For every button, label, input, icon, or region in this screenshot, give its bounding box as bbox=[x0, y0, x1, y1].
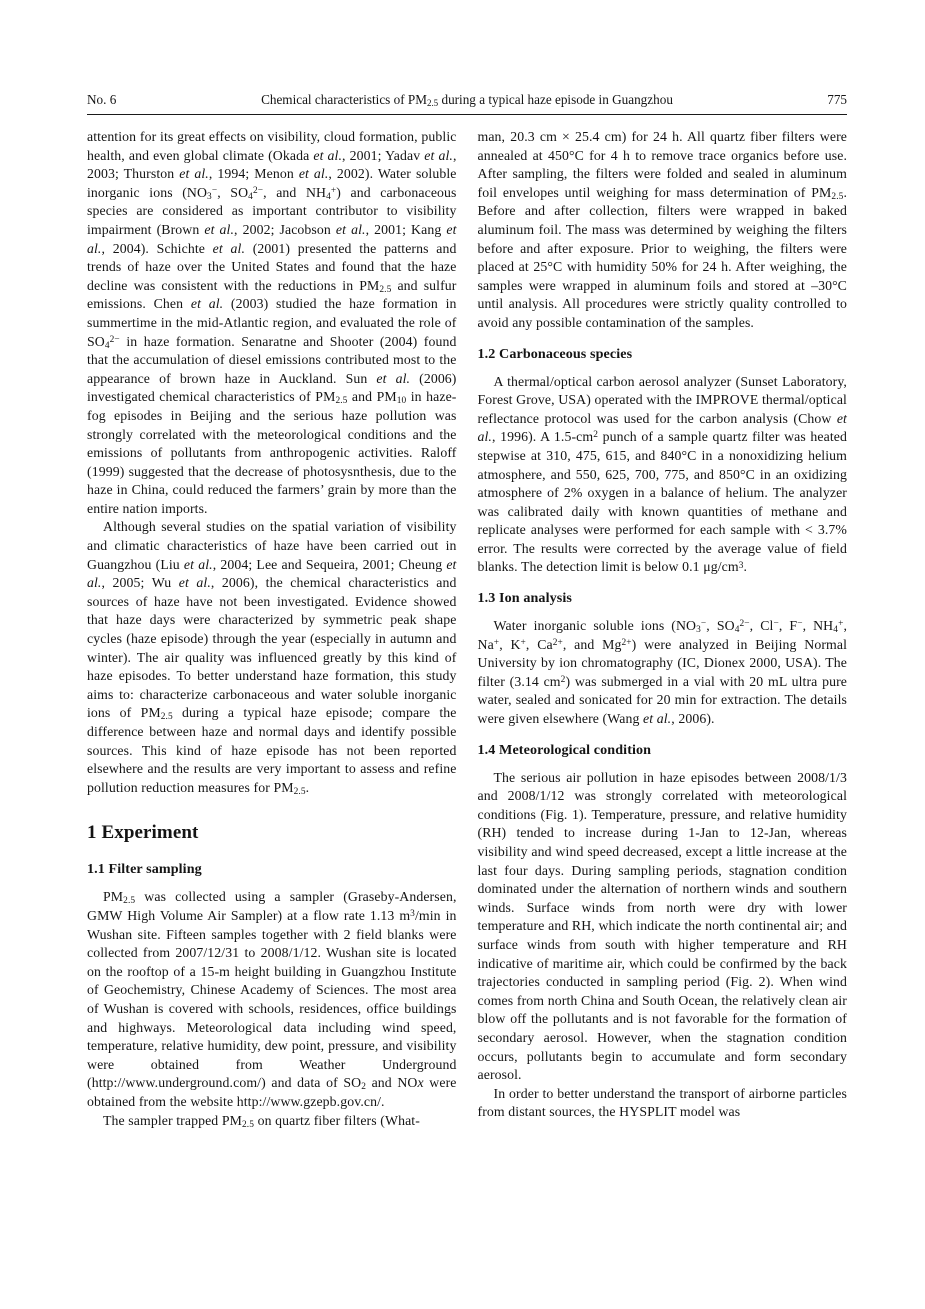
running-header bbox=[87, 92, 847, 107]
subsection-heading: 1.1 Filter sampling bbox=[87, 861, 202, 878]
paragraph: Although several studies on the spatial variation of visibility and climatic characteristics of haze have been carried out in Guangzhou (Liu et al., 2004; Lee and Sequeira, 2001; Cheung et al., 2005; Wu et al., 2006), the chemical characteristics and sources of haze have not been investigated. Evidence showed that haze days were characterized by symmetric peak shape cycles (haze episode) through the year (especially in autumn and winter). The air quality was influenced greatly by this kind of haze episodes. To better understand haze formation, this study aims to: characterize carbonaceous and water soluble inorganic ions of $PM_{2.5}$ during a typical haze episode; compare the difference between haze and normal days and identify possible sources. This kind of haze episode has not been reported elsewhere and the results are very important to assess and refine pollution reduction measures for $PM_{2.5}$. bbox=[87, 519, 457, 797]
page-number: 775 bbox=[827, 92, 847, 107]
header-rule bbox=[87, 114, 847, 115]
paragraph: $PM_{2.5}$ was collected using a sampler (Graseby-Andersen, GMW High Volume Air Sampler) at a flow rate 1.13 $m^3/\min$ in Wushan site. Fifteen samples together with 2 field blanks were collected from 2007/12/31 to 2008/1/12. Wushan site is located on the rooftop of a 15-m height building in Guangzhou Institute of Geochemistry, Chinese Academy of Sciences. The most area of Wushan is covered with schools, residences, office buildings and highways. Meteorological data including wind speed, temperature, relative humidity, dew point, pressure, and visibility were obtained from Weather Underground (http://www.underground.com/) and data of $SO_2$ and NOx were obtained from the website http://www.gzepb.gov.cn/. bbox=[87, 889, 457, 1109]
paragraph: A thermal/optical carbon aerosol analyzer (Sunset Laboratory, Forest Grove, USA) operated with the IMPROVE thermal/optical reflectance protocol was used for the carbon analysis (Chow et al., 1996). A $1.5-cm^2$ punch of a sample quartz filter was heated stepwise at 310, 475, 615, and 840°C in a nonoxidizing helium atmosphere, and 550, 625, 700, 775, and 850°C in an oxidizing atmosphere of 2% oxygen in a balance of helium. The analyzer was calibrated daily with known quantities of methane and replicate analyses were performed for each sample with < 3.7% error. The results were corrected by the average value of field blanks. The detection limit is below 0.1 $\mu g/cm^3$. bbox=[477, 373, 847, 575]
paragraph: attention for its great effects on visibility, cloud formation, public health, and even global climate (Okada et al., 2001; Yadav et al., 2003; Thurston et al., 1994; Menon et al., 2002). Water soluble inorganic ions ($NO_3^-$, $SO_4^{2-}$, and $NH_4^+$) and carbonaceous species are considered as important contributor to visibility impairment (Brown et al., 2002; Jacobson et al., 2001; Kang et al., 2004). Schichte et al. (2001) presented the patterns and trends of haze over the United States and found that the haze decline was consistent with the reductions in $PM_{2.5}$ and sulfur emissions. Chen et al. (2003) studied the haze formation in summertime in the mid-Atlantic region, and evaluated the role of $SO_4^{2-}$ in haze formation. Senaratne and Shooter (2004) found that the accumulation of diesel emissions contributed most to the appearance of brown haze in Auckland. Sun et al. (2006) investigated chemical characteristics of $PM_{2.5}$ and $PM_{10}$ in haze-fog episodes in Beijing and the serious haze pollution was strongly correlated with the meteorological conditions and the emissions of pollutants from anthropogenic activities. Raloff (1999) suggested that the decrease of photosysnthesis, due to the haze in China, could reduced the farmers’ grain by more than the entire nation imports. bbox=[87, 129, 457, 516]
paragraph: Water inorganic soluble ions ($NO_3^-$, $SO_4^{2-}$, Cl−, F−, $NH_4^+$, Na+, K+, $Ca^{2+}$, and $Mg^{2+}$) were analyzed in Beijing Normal University by ion chromatography (IC, Dionex 2000, USA). The filter (3.14 $cm^2$) was submerged in a vial with 20 mL ultra pure water, sealed and sonicated for 20 min for extraction. The details were given elsewhere (Wang et al., 2006). bbox=[477, 618, 848, 727]
subsection-heading: 1.3 Ion analysis bbox=[477, 590, 572, 607]
subsection-heading: 1.4 Meteorological condition bbox=[477, 741, 652, 758]
paragraph: In order to better understand the transport of airborne particles from distant sources, the HYSPLIT model was bbox=[477, 1085, 847, 1120]
subsection-heading: 1.2 Carbonaceous species bbox=[477, 345, 633, 362]
paragraph: man, 20.3 cm × 25.4 cm) for 24 h. All quartz fiber filters were annealed at 450°C for 4 h to remove trace organics before use. After sampling, the filters were folded and sealed in aluminum foil envelopes until weighing for mass determination of $PM_{2.5}$. Before and after collection, filters were wrapped in baked aluminum foil. The mass was determined by weighing the filters before and after exposure. Prior to weighing, the filters were placed at 25°C with humidity 50% for 24 h. After weighing, the samples were wrapped in aluminum foils and stored at –30°C until analysis. All procedures were strictly quality controlled to avoid any possible contamination of the samples. bbox=[477, 129, 847, 330]
left-column bbox=[87, 128, 457, 1130]
article-body bbox=[87, 128, 847, 1130]
paragraph: The serious air pollution in haze episodes between 2008/1/3 and 2008/1/12 was strongly correlated with meteorological conditions (Fig. 1). Temperature, pressure, and relative humidity (RH) tended to increase during 1-Jan to 12-Jan, whereas visibility and wind speed decreased, except a little increase at the last four days. During sampling periods, stagnation condition dominated under the alternation of northern winds and southern winds. Surface winds from north were dry with lower temperature and RH, which indicate the north continental air; and surface winds from south with higher temperature and RH indicative of maritime air, which could be confirmed by the back trajectories conducted in sampling period (Fig. 2). When wind comes from north China and South Ocean, the relatively clean air blow off the pollutants and is not favorable for the formation of secondary aerosol. However, when the stagnation condition occurs, pollutants begin to accumulate and form secondary aerosol. bbox=[477, 769, 847, 1083]
paper-running-title: Chemical characteristics of $PM_{2.5}$ during a typical haze episode in Guangzhou bbox=[261, 92, 673, 108]
section-heading: 1 Experiment bbox=[87, 822, 199, 844]
paragraph: The sampler trapped $PM_{2.5}$ on quartz fiber filters (What- bbox=[103, 1112, 420, 1130]
journal-issue: No. 6 bbox=[87, 92, 117, 107]
right-column bbox=[478, 128, 848, 1130]
